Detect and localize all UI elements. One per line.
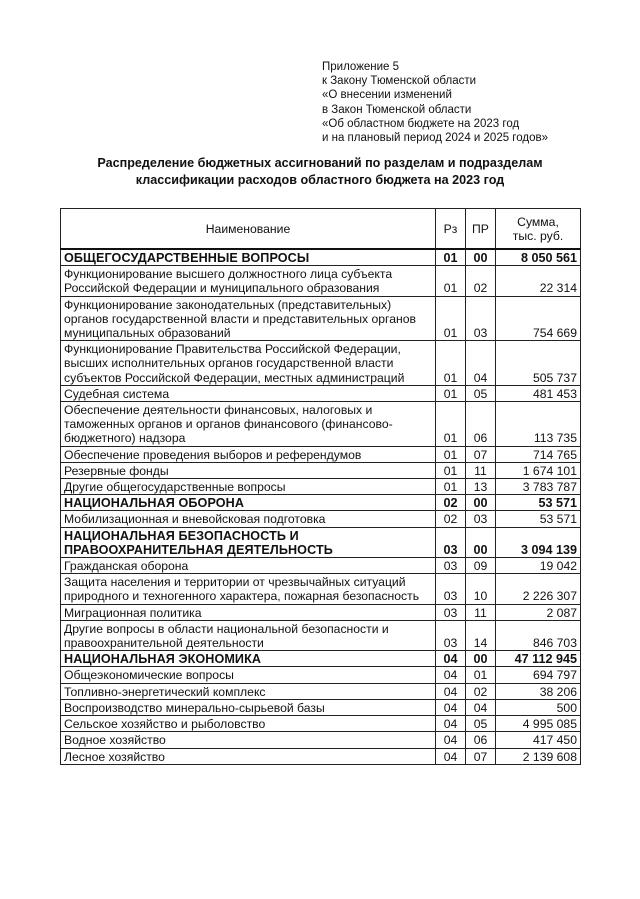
table-row [61,683,581,699]
row-name: Общеэкономические вопросы [61,667,436,683]
row-name: Воспроизводство минерально-сырьевой базы [61,699,436,715]
row-pr: 00 [466,249,496,266]
table-row [61,558,581,574]
row-rz: 04 [436,732,466,748]
row-name: Защита населения и территории от чрезвычайных ситуаций природного и техногенного характера, пожарная безопасность [61,574,436,604]
row-pr: 00 [466,495,496,511]
row-sum: 714 765 [496,446,581,462]
table-row [61,748,581,764]
row-rz: 01 [436,249,466,266]
row-rz: 01 [436,402,466,447]
table-row [61,604,581,620]
row-pr: 07 [466,446,496,462]
row-rz: 04 [436,651,466,667]
row-sum: 505 737 [496,341,581,386]
table-row [61,341,581,386]
row-name: Лесное хозяйство [61,748,436,764]
row-name: Гражданская оборона [61,558,436,574]
row-rz: 01 [436,446,466,462]
row-rz: 02 [436,495,466,511]
row-name: Водное хозяйство [61,732,436,748]
row-pr: 11 [466,462,496,478]
section-row [61,527,581,557]
row-sum: 2 087 [496,604,581,620]
title-line-2: классификации расходов областного бюджета на 2023 год [135,173,505,187]
row-sum: 22 314 [496,266,581,296]
row-name: Миграционная политика [61,604,436,620]
annex-line: Приложение 5 [322,61,400,73]
row-pr: 01 [466,667,496,683]
table-row [61,266,581,296]
row-name: Судебная система [61,385,436,401]
row-name: Другие общегосударственные вопросы [61,479,436,495]
row-name: НАЦИОНАЛЬНАЯ ЭКОНОМИКА [61,651,436,667]
annex-line: и на плановый период 2024 и 2025 годов» [322,132,548,145]
row-pr: 02 [466,683,496,699]
row-name: Обеспечение деятельности финансовых, налоговых и таможенных органов и органов финансового (финансово-бюджетного) надзора [61,402,436,447]
row-pr: 06 [466,732,496,748]
row-name: Резервные фонды [61,462,436,478]
header-sum [496,209,581,250]
row-rz: 01 [436,479,466,495]
row-name: Сельское хозяйство и рыболовство [61,716,436,732]
row-rz: 03 [436,604,466,620]
row-pr: 04 [466,699,496,715]
table-row [61,479,581,495]
row-pr: 00 [466,527,496,557]
row-rz: 04 [436,748,466,764]
row-pr: 06 [466,402,496,447]
row-pr: 04 [466,341,496,386]
row-pr: 02 [466,266,496,296]
row-sum: 38 206 [496,683,581,699]
row-name: Мобилизационная и вневойсковая подготовка [61,511,436,527]
row-sum: 3 783 787 [496,479,581,495]
row-sum: 113 735 [496,402,581,447]
row-pr: 10 [466,574,496,604]
row-sum: 500 [496,699,581,715]
section-row [61,651,581,667]
table-row [61,296,581,341]
header-pr: ПР [466,209,496,250]
table-row [61,667,581,683]
row-name: Функционирование законодательных (представительных) органов государственной власти и представительных органов муниципальных образований [61,296,436,341]
row-sum: 846 703 [496,620,581,650]
header-name: Наименование [61,209,436,250]
row-pr: 05 [466,716,496,732]
row-pr: 07 [466,748,496,764]
title-line-1: Распределение бюджетных ассигнований по разделам и подразделам [97,156,543,170]
row-sum: 19 042 [496,558,581,574]
row-name: Топливно-энергетический комплекс [61,683,436,699]
row-rz: 01 [436,462,466,478]
header-rz: Рз [436,209,466,250]
row-rz: 02 [436,511,466,527]
row-rz: 01 [436,266,466,296]
row-name: НАЦИОНАЛЬНАЯ ОБОРОНА [61,495,436,511]
row-name: НАЦИОНАЛЬНАЯ БЕЗОПАСНОСТЬ И ПРАВООХРАНИТЕЛЬНАЯ ДЕЯТЕЛЬНОСТЬ [61,527,436,557]
annex-reference [322,60,548,145]
table-row [61,699,581,715]
row-rz: 04 [436,716,466,732]
row-pr: 11 [466,604,496,620]
table-row [61,716,581,732]
row-sum: 2 226 307 [496,574,581,604]
row-rz: 04 [436,667,466,683]
row-sum: 47 112 945 [496,651,581,667]
annex-line: в Закон Тюменской области [322,103,472,116]
row-name: Функционирование Правительства Российской Федерации, высших исполнительных органов государственной власти субъектов Российской Федерации, местных администраций [61,341,436,386]
row-sum: 53 571 [496,511,581,527]
row-rz: 03 [436,558,466,574]
row-sum: 4 995 085 [496,716,581,732]
document-title [40,155,600,189]
table-row [61,732,581,748]
row-rz: 03 [436,574,466,604]
row-sum: 754 669 [496,296,581,341]
budget-table [60,208,581,765]
row-pr: 00 [466,651,496,667]
row-sum: 1 674 101 [496,462,581,478]
row-pr: 09 [466,558,496,574]
row-pr: 14 [466,620,496,650]
row-rz: 01 [436,296,466,341]
section-row [61,495,581,511]
annex-line: к Закону Тюменской области [322,75,477,88]
row-rz: 01 [436,341,466,386]
table-header-row [61,209,581,250]
row-sum: 481 453 [496,385,581,401]
row-sum: 3 094 139 [496,527,581,557]
annex-line: «О внесении изменений [322,89,452,102]
row-rz: 04 [436,699,466,715]
row-name: Функционирование высшего должностного лица субъекта Российской Федерации и муниципального образования [61,266,436,296]
row-sum: 8 050 561 [496,249,581,266]
table-row [61,620,581,650]
section-row [61,249,581,266]
row-name: Обеспечение проведения выборов и референдумов [61,446,436,462]
header-sum-line-1: Сумма, [517,215,559,229]
row-sum: 417 450 [496,732,581,748]
table-row [61,574,581,604]
row-sum: 2 139 608 [496,748,581,764]
row-name: ОБЩЕГОСУДАРСТВЕННЫЕ ВОПРОСЫ [61,249,436,266]
table-row [61,402,581,447]
row-rz: 03 [436,527,466,557]
table-row [61,385,581,401]
row-pr: 03 [466,296,496,341]
row-rz: 01 [436,385,466,401]
row-pr: 05 [466,385,496,401]
row-sum: 53 571 [496,495,581,511]
row-name: Другие вопросы в области национальной безопасности и правоохранительной деятельности [61,620,436,650]
table-row [61,462,581,478]
row-sum: 694 797 [496,667,581,683]
header-sum-line-2: тыс. руб. [512,229,564,243]
row-rz: 04 [436,683,466,699]
annex-line: «Об областном бюджете на 2023 год [322,117,520,130]
row-pr: 13 [466,479,496,495]
row-pr: 03 [466,511,496,527]
table-row [61,446,581,462]
row-rz: 03 [436,620,466,650]
table-row [61,511,581,527]
